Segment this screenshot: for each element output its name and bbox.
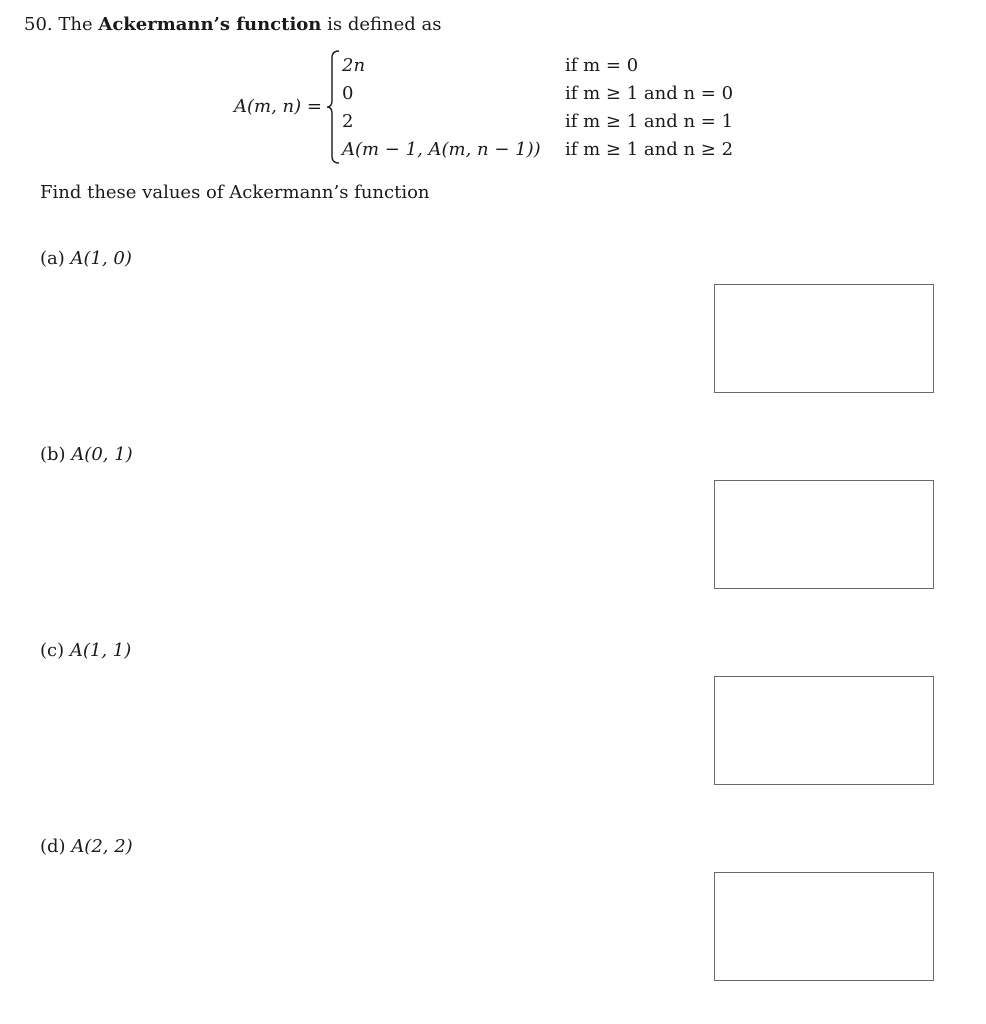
part-letter: (a) — [40, 248, 65, 269]
part-a-label — [40, 250, 132, 268]
answer-box-b[interactable] — [714, 480, 934, 589]
case-expression: 0 — [342, 83, 354, 104]
case-condition: if m ≥ 1 and n = 0 — [565, 83, 734, 104]
answer-box-d[interactable] — [714, 872, 934, 981]
left-brace-icon — [326, 50, 340, 164]
part-expression: A(1, 1) — [69, 640, 132, 661]
case-expression: 2n — [342, 55, 366, 76]
case-condition: if m ≥ 1 and n = 1 — [565, 111, 734, 132]
question-lead: The — [58, 14, 93, 35]
case-expression: 2 — [342, 111, 354, 132]
answer-box-a[interactable] — [714, 284, 934, 393]
case-expression: A(m − 1, A(m, n − 1)) — [342, 139, 541, 160]
part-c-label — [40, 642, 131, 660]
question-header — [24, 16, 441, 34]
part-letter: (b) — [40, 444, 66, 465]
part-expression: A(0, 1) — [71, 444, 133, 465]
part-d-label — [40, 838, 133, 856]
part-expression: A(1, 0) — [70, 248, 132, 269]
question-term: Ackermann’s function — [98, 14, 322, 35]
answer-box-c[interactable] — [714, 676, 934, 785]
case-condition: if m = 0 — [565, 55, 639, 76]
part-letter: (c) — [40, 640, 65, 661]
part-letter: (d) — [40, 836, 66, 857]
part-b-label — [40, 446, 133, 464]
question-number: 50. — [24, 14, 53, 35]
formula-lhs: A(m, n) = — [234, 96, 322, 117]
question-tail: is defined as — [327, 14, 442, 35]
instruction-text: Find these values of Ackermann’s function — [40, 182, 430, 203]
case-condition: if m ≥ 1 and n ≥ 2 — [565, 139, 734, 160]
part-expression: A(2, 2) — [71, 836, 133, 857]
